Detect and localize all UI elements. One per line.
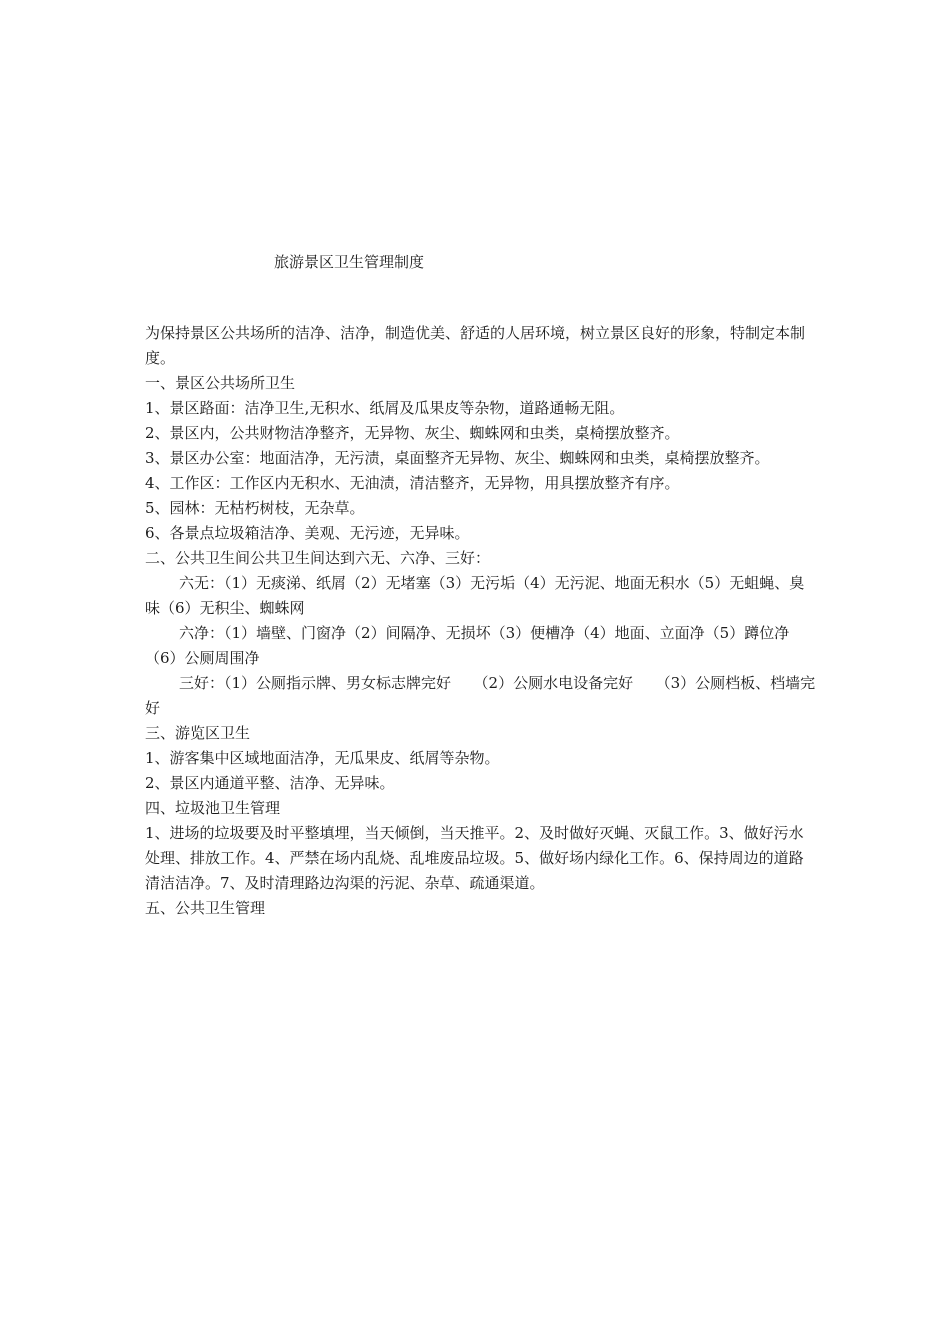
section-heading-3: 三、游览区卫生 bbox=[145, 724, 251, 742]
paragraph: 6、各景点垃圾箱洁净、美观、无污迹，无异味。 bbox=[145, 524, 470, 542]
paragraph: 2、景区内通道平整、洁净、无异味。 bbox=[145, 774, 395, 792]
paragraph: 3、景区办公室：地面洁净，无污渍，桌面整齐无异物、灰尘、蜘蛛网和虫类，桌椅摆放整齐。 bbox=[145, 449, 770, 467]
paragraph: 1、景区路面：洁净卫生,无积水、纸屑及瓜果皮等杂物，道路通畅无阻。 bbox=[145, 399, 625, 417]
intro-paragraph: 为保持景区公共场所的洁净、洁净，制造优美、舒适的人居环境，树立景区良好的形象，特制定本制度。 bbox=[145, 324, 806, 367]
paragraph: 2、景区内，公共财物洁净整齐，无异物、灰尘、蜘蛛网和虫类，桌椅摆放整齐。 bbox=[145, 424, 680, 442]
document-body bbox=[145, 321, 817, 921]
paragraph: 4、工作区：工作区内无积水、无油渍，清洁整齐，无异物，用具摆放整齐有序。 bbox=[145, 474, 680, 492]
section-heading-1: 一、景区公共场所卫生 bbox=[145, 374, 296, 392]
section-heading-5: 五、公共卫生管理 bbox=[145, 899, 266, 917]
indented-paragraph: 三好：（1）公厕指示牌、男女标志牌完好 （2）公厕水电设备完好 （3）公厕档板、档墙完好 bbox=[145, 674, 816, 717]
paragraph: 1、进场的垃圾要及时平整填埋，当天倾倒，当天推平。2、及时做好灭蝇、灭鼠工作。3、做好污水处理、排放工作。4、严禁在场内乱烧、乱堆废品垃圾。5、做好场内绿化工作。6、保持周边的道路清洁洁净。7、及时清理路边沟渠的污泥、杂草、疏通渠道。 bbox=[145, 824, 804, 892]
indented-paragraph: 六无：（1）无痰涕、纸屑（2）无堵塞（3）无污垢（4）无污泥、地面无积水（5）无蛆蝇、臭味（6）无积尘、蜘蛛网 bbox=[145, 574, 805, 617]
section-heading-4: 四、垃圾池卫生管理 bbox=[145, 799, 281, 817]
paragraph: 5、园林：无枯朽树枝，无杂草。 bbox=[145, 499, 365, 517]
section-heading-2: 二、公共卫生间公共卫生间达到六无、六净、三好： bbox=[145, 549, 491, 567]
paragraph: 1、游客集中区域地面洁净，无瓜果皮、纸屑等杂物。 bbox=[145, 749, 500, 767]
document-title: 旅游景区卫生管理制度 bbox=[274, 253, 425, 271]
indented-paragraph: 六净：（1）墙壁、门窗净（2）间隔净、无损坏（3）便槽净（4）地面、立面净（5）蹲位净（6）公厕周围净 bbox=[145, 624, 790, 667]
